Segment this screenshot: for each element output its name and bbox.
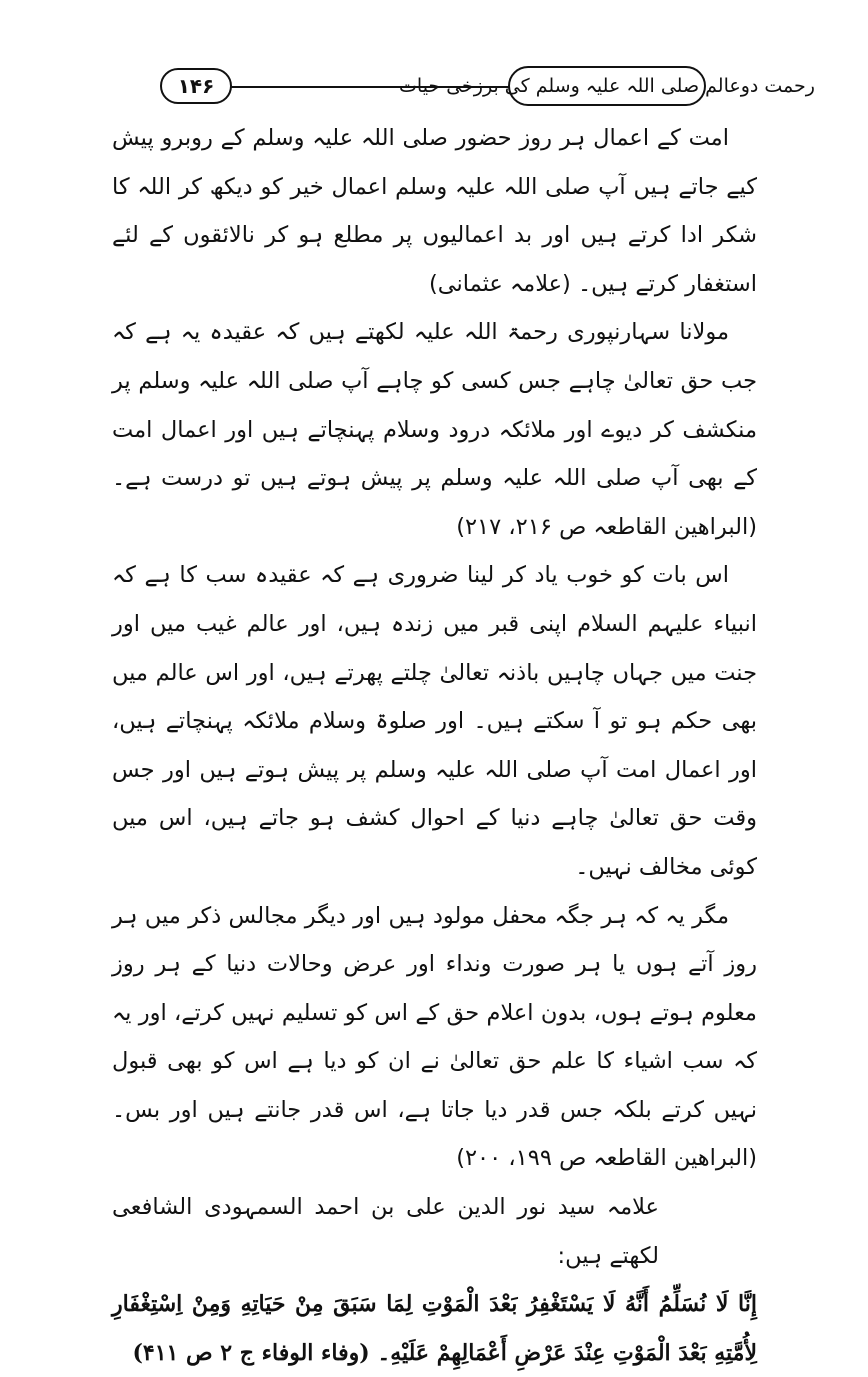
paragraph-4: مگر یہ کہ ہر جگہ محفل مولود ہیں اور دیگر مجالس ذکر میں ہر روز آتے ہوں یا ہر صورت ونداء اور عرض وحالات دنیا کے ہر روز معلوم ہوتے ہوں، بدون اعلام حق کے اس کو تسلیم نہیں کرتے، اور یہ کہ سب اشیاء کا علم حق تعالیٰ نے ان کو دیا ہے اس کو بھی قبول نہیں کرتے بلکہ جس قدر دیا جاتا ہے، اس قدر جانتے ہیں اور بس۔ (البراهین القاطعہ ص ۱۹۹، ۲۰۰)	[112, 902, 757, 1172]
arabic-citation: (وفاء الوفاء ج ۲ ص ۴۱۱)	[132, 1339, 370, 1366]
paragraph-3: اس بات کو خوب یاد کر لینا ضروری ہے کہ عقیدہ سب کا ہے کہ انبیاء علیہم السلام اپنی قبر میں زندہ ہیں، اور عالم غیب میں اور جنت میں جہاں چاہیں باذنہ تعالیٰ چلتے پھرتے ہیں، اور اس عالم میں بھی حکم ہو تو آ سکتے ہیں۔ اور صلوۃ وسلام ملائکہ پہنچاتے ہیں، اور اعمال امت آپ صلی اللہ علیہ وسلم پر پیش ہوتے ہیں اور جس وقت حق تعالیٰ چاہے دنیا کے احوال کشف ہو جاتے ہیں، اس میں کوئی مخالف نہیں۔	[112, 562, 757, 880]
running-title: رحمت دوعالم صلی اللہ علیہ وسلم کی برزخی حیات	[399, 75, 815, 97]
page-number: ۱۴۶	[177, 74, 215, 98]
paragraph-5: علامہ سید نور الدین علی بن احمد السمہودی الشافعی لکھتے ہیں:	[112, 1194, 659, 1269]
arabic-quote	[112, 1280, 757, 1377]
running-title-badge	[399, 66, 815, 106]
page-body	[112, 114, 757, 1377]
paragraph-2: مولانا سہارنپوری رحمۃ اللہ علیہ لکھتے ہیں کہ عقیدہ یہ ہے کہ جب حق تعالیٰ چاہے جس کسی کو چاہے آپ صلی اللہ علیہ وسلم پر منکشف کر دیوے اور ملائکہ درود وسلام پہنچاتے ہیں اور اعمال امت کے بھی آپ صلی اللہ علیہ وسلم پر پیش ہوتے ہیں تو درست ہے۔ (البراهین القاطعہ ص ۲۱۶، ۲۱۷)	[112, 319, 757, 540]
page-number-badge	[160, 68, 232, 104]
paragraph-1: امت کے اعمال ہر روز حضور صلی اللہ علیہ وسلم کے روبرو پیش کیے جاتے ہیں آپ صلی اللہ علیہ وسلم اعمال خیر کو دیکھ کر اللہ کا شکر ادا کرتے ہیں اور بد اعمالیوں پر مطلع ہو کر نالائقوں کے لئے استغفار کرتے ہیں۔ (علامہ عثمانی)	[112, 125, 757, 297]
arabic-quote-text: إِنَّا لَا نُسَلِّمُ أَنَّهُ لَا يَسْتَغْفِرُ بَعْدَ الْمَوْتِ لِمَا سَبَقَ مِنْ حَيَاتِهِ وَمِنْ اِسْتِغْفَارِ لِأُمَّتِهِ بَعْدَ الْمَوْتِ عِنْدَ عَرْضِ أَعْمَالِهِمْ عَلَيْهِ۔	[112, 1291, 757, 1366]
